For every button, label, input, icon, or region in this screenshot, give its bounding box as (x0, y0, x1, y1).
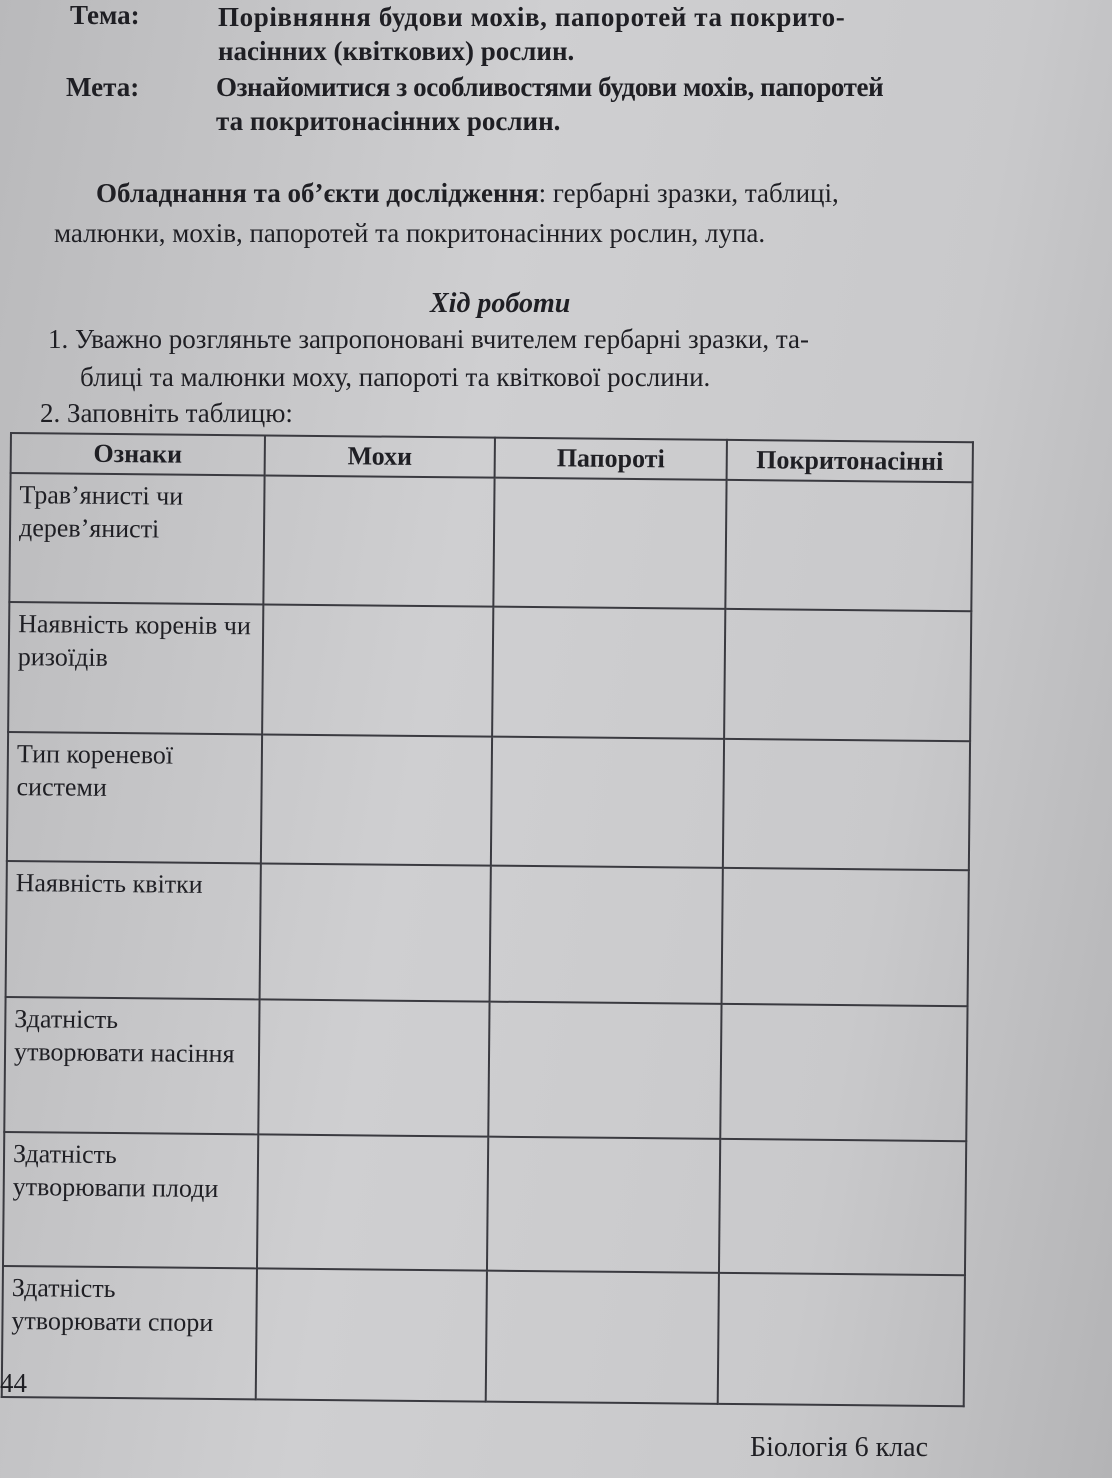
page-number: 44 (0, 1368, 27, 1398)
table-row (4, 996, 967, 1141)
angiosperms-cell[interactable] (718, 1272, 965, 1406)
table-row (7, 732, 970, 871)
angiosperms-cell[interactable] (725, 480, 972, 612)
topic-line-1: Порівняння будови мохів, папоротей та покрито- (218, 2, 846, 32)
mosses-cell[interactable] (263, 475, 494, 607)
column-header-mosses: Мохи (265, 435, 495, 477)
goal-label: Мета: (66, 72, 140, 102)
equipment-label: Обладнання та об’єкти дослідження (96, 178, 539, 208)
mosses-cell[interactable] (258, 999, 489, 1137)
equipment-line-2: малюнки, мохів, папоротей та покритонасінних рослин, лупа. (54, 218, 766, 248)
goal-line-2: та покритонасінних рослин. (216, 106, 561, 136)
goal-text (216, 70, 986, 138)
feature-cell: Трав’янисті чи дерев’янисті (9, 473, 264, 605)
mosses-cell[interactable] (257, 1134, 488, 1270)
topic-line-2: насінних (квіткових) рослин. (218, 36, 575, 66)
topic-text (218, 0, 988, 68)
mosses-cell[interactable] (260, 863, 491, 1001)
column-header-angiosperms: Покритонасінні (727, 440, 973, 482)
table-row (2, 1266, 965, 1407)
angiosperms-cell[interactable] (722, 868, 969, 1006)
mosses-cell[interactable] (261, 734, 492, 866)
mosses-cell[interactable] (262, 605, 493, 737)
angiosperms-cell[interactable] (720, 1003, 967, 1141)
table-row (6, 861, 969, 1006)
equipment-line-1 (96, 176, 986, 210)
table-row (8, 602, 971, 741)
procedure-heading: Хід роботи (430, 288, 571, 319)
step-1-line-2: блиці та малюнки моху, папороті та квіткової рослини. (80, 362, 711, 392)
angiosperms-cell[interactable] (719, 1139, 966, 1275)
step-2: 2. Заповніть таблицю: (40, 398, 293, 428)
angiosperms-cell[interactable] (724, 609, 971, 741)
feature-cell: Наявність квітки (6, 861, 261, 999)
footer-book-title: Біологія 6 клас (750, 1432, 929, 1463)
column-header-features: Ознаки (11, 433, 265, 475)
ferns-cell[interactable] (486, 1270, 719, 1404)
step-1-line-1: 1. Уважно розгляньте запропоновані вчителем гербарні зразки, та- (48, 324, 809, 354)
ferns-cell[interactable] (487, 1137, 720, 1273)
ferns-cell[interactable] (493, 478, 726, 610)
goal-line-1: Ознайомитися з особливостями будови мохів, папоротей (216, 72, 884, 102)
table-row (9, 473, 972, 612)
comparison-table (1, 432, 974, 1407)
feature-cell: Наявність коренів чи ризоїдів (8, 602, 263, 734)
column-header-ferns: Папороті (495, 438, 727, 480)
feature-cell: Здатність утворювати насіння (4, 996, 259, 1134)
angiosperms-cell[interactable] (723, 738, 970, 870)
table-row (3, 1132, 966, 1275)
ferns-cell[interactable] (488, 1001, 721, 1139)
ferns-cell[interactable] (490, 866, 723, 1004)
ferns-cell[interactable] (491, 736, 724, 868)
ferns-cell[interactable] (492, 607, 725, 739)
feature-cell: Здатність утворювати спори (2, 1266, 257, 1400)
topic-label: Тема: (70, 0, 140, 30)
mosses-cell[interactable] (256, 1268, 487, 1402)
equipment-list-start: : гербарні зразки, таблиці, (538, 178, 839, 208)
feature-cell: Здатність утворювапи плоди (3, 1132, 258, 1268)
feature-cell: Тип кореневої системи (7, 732, 262, 864)
